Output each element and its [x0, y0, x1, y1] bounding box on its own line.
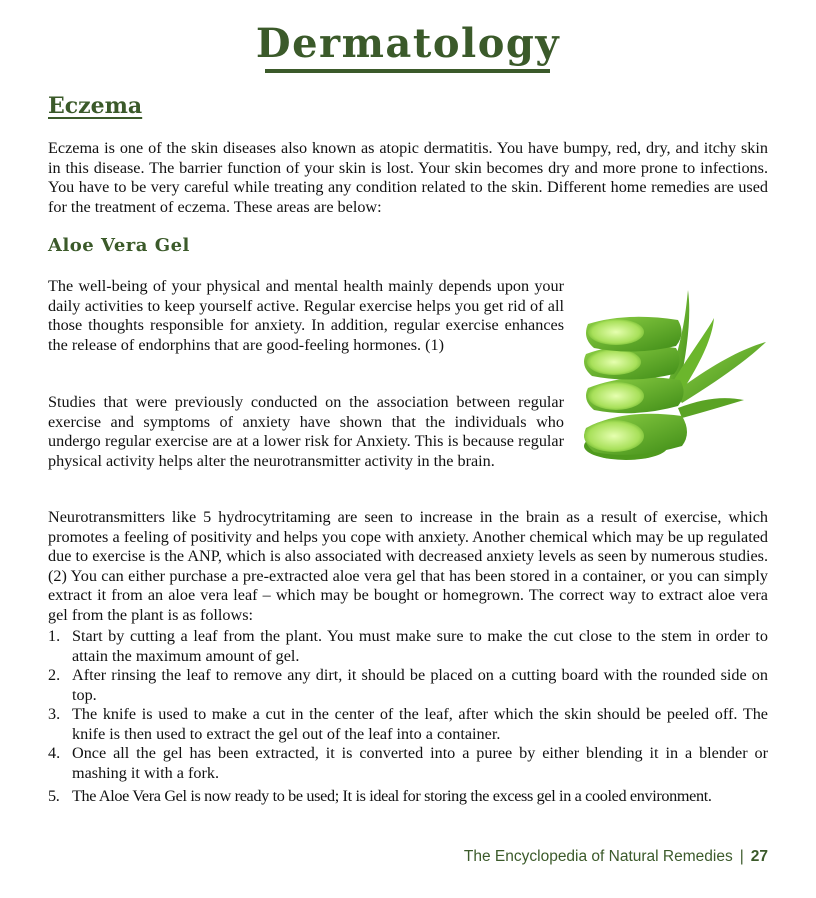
title-underline	[265, 69, 550, 73]
footer-separator: |	[739, 848, 744, 865]
list-item-number: 5.	[48, 787, 60, 805]
body-paragraph-3: Neurotransmitters like 5 hydrocytritaming are seen to increase in the brain as a result of exercise, which promotes a feeling of positivity and helps you cope with anxiety. Another chemical which may be up regulated due to exercise is the ANP, which is also associated with decreased anxiety levels as seen by numerous studies. (2) You can either purchase a pre-extracted aloe vera gel that has been stored in a container, or you can simply extract it from an aloe vera leaf – which may be bought or homegrown. The correct way to extract aloe vera gel from the plant is as follows:	[48, 508, 768, 624]
list-item-text: Start by cutting a leaf from the plant. You must make sure to make the cut close to the stem in order to attain the maximum amount of gel.	[72, 627, 768, 665]
list-item	[48, 666, 768, 705]
section-heading: Eczema	[48, 93, 143, 119]
intro-paragraph: Eczema is one of the skin diseases also known as atopic dermatitis. You have bumpy, red, dry, and itchy skin in this disease. The barrier function of your skin is lost. Your skin becomes dry and more prone to infections. You have to be very careful while treating any condition related to the skin. Different home remedies are used for the treatment of eczema. These areas are below:	[48, 139, 768, 216]
list-item-text: The knife is used to make a cut in the center of the leaf, after which the skin should be peeled off. The knife is then used to extract the gel out of the leaf into a container.	[72, 705, 768, 743]
extraction-steps-list	[48, 627, 768, 807]
list-item-number: 3.	[48, 705, 61, 723]
list-item-number: 2.	[48, 666, 61, 684]
list-item	[48, 705, 768, 744]
page-footer	[464, 848, 768, 866]
list-item-text: The Aloe Vera Gel is now ready to be used; It is ideal for storing the excess gel in a cooled environment.	[72, 787, 712, 805]
list-item	[48, 787, 768, 807]
list-item-text: After rinsing the leaf to remove any dirt, it should be placed on a cutting board with the rounded side on top.	[72, 666, 768, 704]
list-item	[48, 627, 768, 666]
list-item-number: 1.	[48, 627, 61, 645]
page-title: Dermatology	[255, 20, 561, 67]
list-item	[48, 744, 768, 783]
body-paragraph-1: The well-being of your physical and mental health mainly depends upon your daily activities to keep yourself active. Regular exercise helps you get rid of all those thoughts responsible for anxiety. In addition, regular exercise enhances the release of endorphins that are good-feeling hormones. (1)	[48, 277, 564, 354]
body-paragraph-2: Studies that were previously conducted on the association between regular exercise and symptoms of anxiety have shown that the individuals who undergo regular exercise are at a lower risk for Anxiety. This is because regular physical activity helps alter the neurotransmitter activity in the brain.	[48, 393, 564, 470]
list-item-number: 4.	[48, 744, 61, 762]
page-number: 27	[750, 848, 768, 865]
subsection-heading: Aloe Vera Gel	[48, 235, 190, 256]
list-item-text: Once all the gel has been extracted, it is converted into a puree by either blending it in a blender or mashing it with a fork.	[72, 744, 768, 782]
footer-book-title: The Encyclopedia of Natural Remedies	[463, 848, 733, 865]
aloe-vera-image	[574, 268, 770, 482]
